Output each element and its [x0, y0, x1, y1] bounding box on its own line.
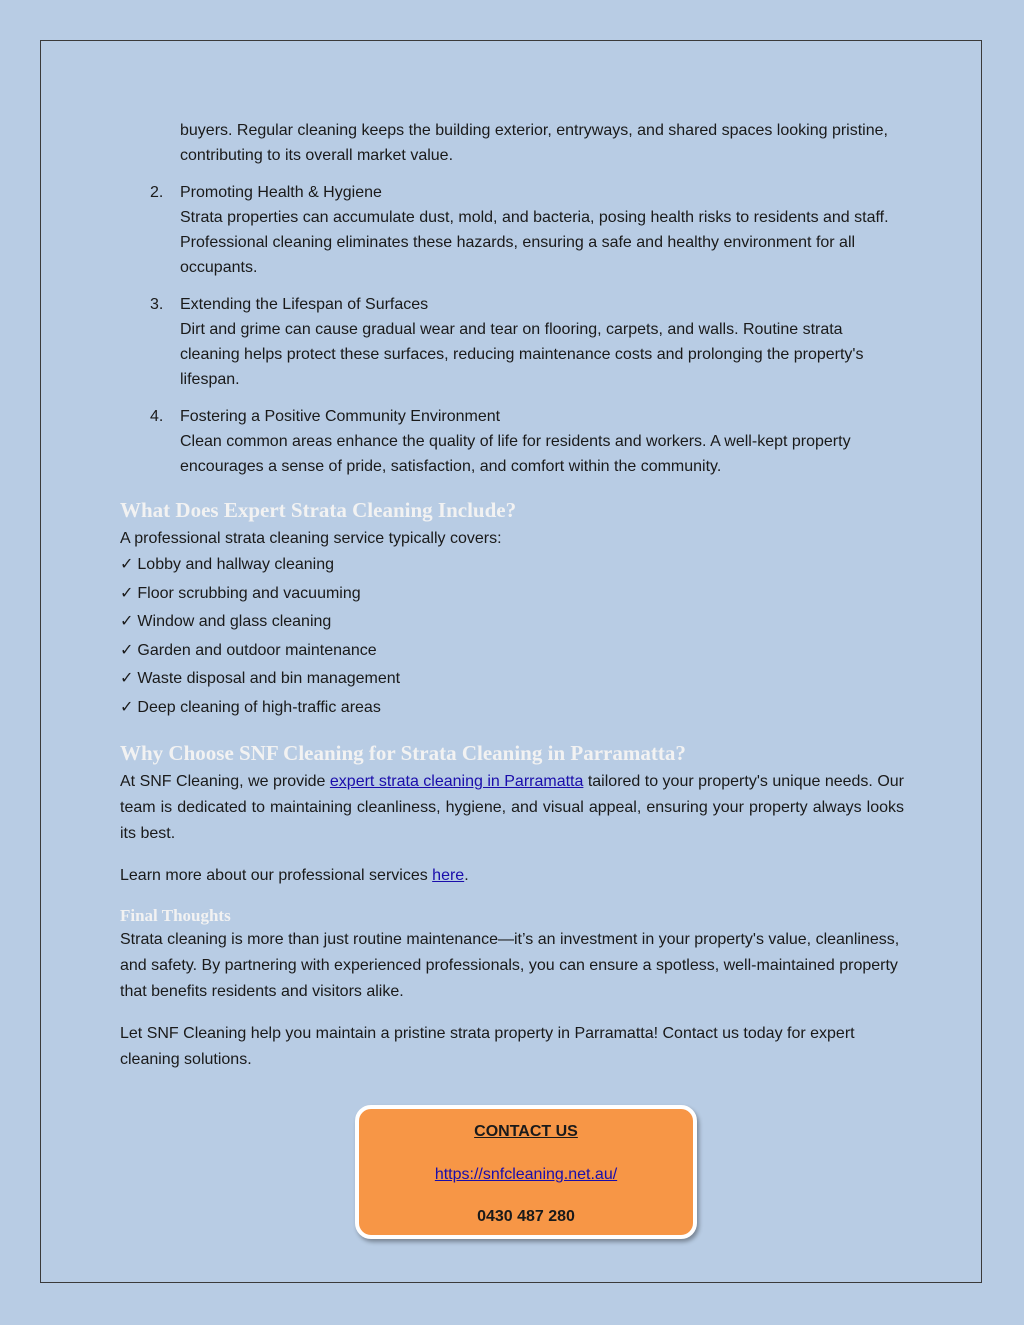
- here-link[interactable]: here: [432, 867, 465, 884]
- check-icon: ✓: [120, 698, 134, 716]
- why-heading: Why Choose SNF Cleaning for Strata Cleaning in Parramatta?: [120, 741, 686, 765]
- contact-title: CONTACT US: [474, 1123, 578, 1140]
- contact-box: [355, 1105, 697, 1239]
- includes-intro: A professional strata cleaning service typically covers:: [120, 530, 502, 547]
- includes-heading: What Does Expert Strata Cleaning Include?: [120, 498, 517, 522]
- checklist-item-label: Garden and outdoor maintenance: [137, 641, 377, 659]
- checklist-item: [120, 551, 904, 580]
- why-paragraph: [120, 769, 904, 847]
- final-thoughts-heading: Final Thoughts: [120, 906, 231, 925]
- list-item: [120, 292, 904, 392]
- check-icon: ✓: [120, 641, 134, 659]
- list-item: [120, 404, 904, 479]
- document-body: [120, 118, 904, 1089]
- learn-more-paragraph: [120, 863, 904, 889]
- checklist-item: [120, 580, 904, 609]
- checklist-item-label: Floor scrubbing and vacuuming: [137, 584, 361, 602]
- list-item-text: Clean common areas enhance the quality of life for residents and workers. A well-kept property encourages a sense of pride, satisfaction, and comfort within the community.: [180, 433, 851, 475]
- checklist-item: [120, 608, 904, 637]
- expert-strata-cleaning-link[interactable]: expert strata cleaning in Parramatta: [329, 773, 584, 790]
- list-number: 2.: [150, 184, 164, 201]
- includes-checklist: [120, 551, 904, 722]
- checklist-item-label: Window and glass cleaning: [137, 613, 332, 630]
- check-icon: ✓: [120, 613, 134, 630]
- list-item-title: Extending the Lifespan of Surfaces: [180, 296, 429, 313]
- list-item-title: Fostering a Positive Community Environment: [180, 408, 501, 425]
- contact-phone: 0430 487 280: [477, 1208, 575, 1225]
- continuation-paragraph: buyers. Regular cleaning keeps the building exterior, entryways, and shared spaces looking pristine, contributing to its overall market value.: [180, 122, 888, 164]
- final-paragraph: Strata cleaning is more than just routine maintenance—it’s an investment in your property's value, cleanliness, and safety. By partnering with experienced professionals, you can ensure a spotless, well-maintained property that benefits residents and visitors alike.: [120, 931, 900, 1000]
- learn-more-text: Learn more about our professional services: [120, 867, 433, 884]
- checklist-item: [120, 637, 904, 666]
- call-to-action-paragraph: Let SNF Cleaning help you maintain a pristine strata property in Parramatta! Contact us today for expert cleaning solutions.: [120, 1025, 855, 1068]
- list-number: 3.: [150, 296, 164, 313]
- list-number: 4.: [150, 408, 164, 425]
- learn-more-period: .: [464, 867, 469, 884]
- checklist-item: [120, 694, 904, 723]
- checklist-item-label: Lobby and hallway cleaning: [137, 556, 334, 573]
- checklist-item: [120, 665, 904, 694]
- check-icon: ✓: [120, 670, 134, 687]
- list-item: [120, 180, 904, 280]
- check-icon: ✓: [120, 556, 134, 573]
- checklist-item-label: Deep cleaning of high-traffic areas: [137, 698, 381, 716]
- why-text-before-link: At SNF Cleaning, we provide: [120, 773, 330, 790]
- checklist-item-label: Waste disposal and bin management: [137, 670, 401, 687]
- contact-url-row: [359, 1166, 693, 1184]
- list-item-text: Strata properties can accumulate dust, mold, and bacteria, posing health risks to residents and staff. Professional cleaning eliminates these hazards, ensuring a safe and healthy environment for all occupants.: [180, 209, 889, 276]
- benefits-list: [120, 180, 904, 479]
- why-text-after-link: tailored to your property's unique needs. Our team is dedicated to maintaining cleanliness, hygiene, and visual appeal, ensuring your property always looks its best.: [120, 773, 904, 842]
- website-link[interactable]: https://snfcleaning.net.au/: [434, 1166, 618, 1183]
- list-item-text: Dirt and grime can cause gradual wear and tear on flooring, carpets, and walls. Routine strata cleaning helps protect these surfaces, reducing maintenance costs and prolonging the property's lifespan.: [180, 321, 864, 388]
- check-icon: ✓: [120, 584, 134, 602]
- list-item-title: Promoting Health & Hygiene: [180, 184, 382, 201]
